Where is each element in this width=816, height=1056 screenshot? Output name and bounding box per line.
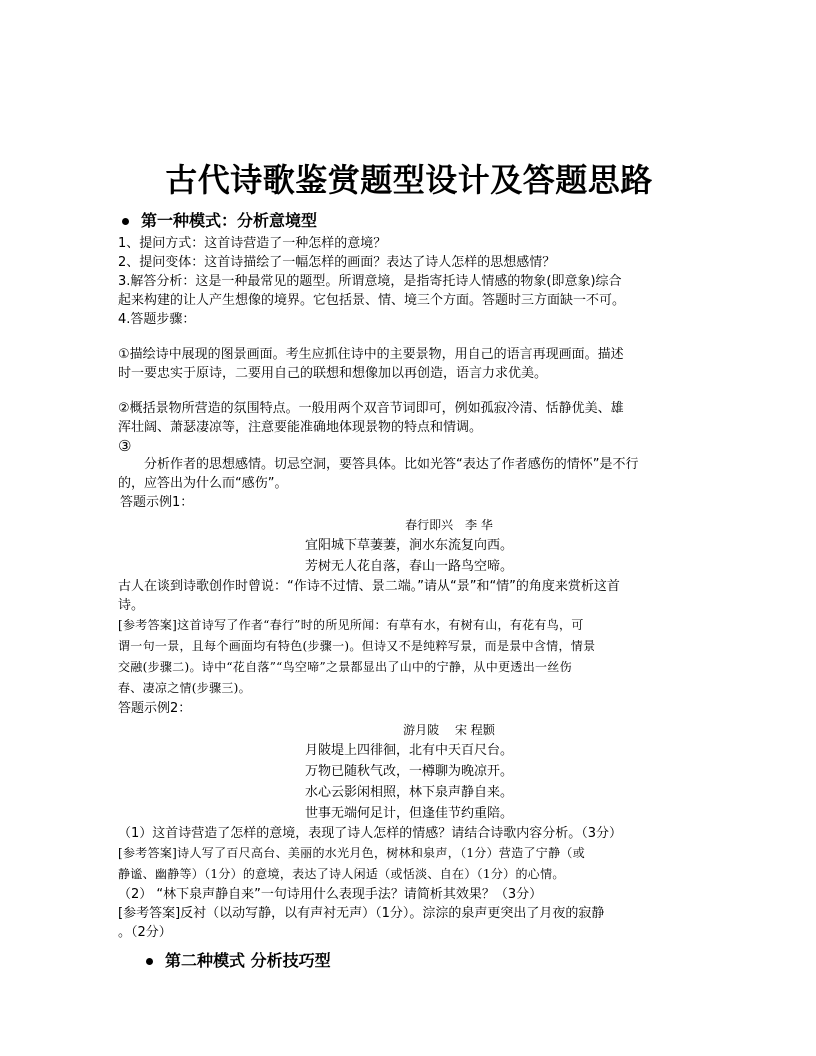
section2-heading [146, 950, 700, 972]
bullet-icon [122, 218, 129, 225]
step1-line-2: 时一要忠实于原诗，二要用自己的联想和想像加以再创造，语言力求优美。 [118, 366, 548, 381]
poem2-line: 月陂堤上四徘徊，北有中天百尺台。 [304, 743, 513, 758]
example2-label: 答题示例2： [118, 701, 192, 716]
example2-question-2: （2） “林下泉声静自来”一句诗用什么表现手法？请简析其效果？（3分） [118, 887, 543, 902]
example1-answer-line-2: 谓一句一景，且每个画面均有特色(步骤一)。但诗又不是纯粹写景，而是景中含情，情景 [118, 639, 596, 653]
question-method: 1、提问方式：这首诗营造了一种怎样的意境？ [118, 236, 387, 251]
example2-answer-1-line-2: 静谧、幽静等）（1分）的意境，表达了诗人闲适（或恬淡、自在）（1分）的心情。 [118, 867, 565, 881]
example1-question-line-1: 古人在谈到诗歌创作时曾说：“作诗不过情、景二端。”请从“景”和“情”的角度来赏析这首 [118, 579, 620, 594]
step3-line-2: 的，应答出为什么而“感伤”。 [118, 476, 288, 491]
analysis-line-1: 3.解答分析：这是一种最常见的题型。所谓意境，是指寄托诗人情感的物象(即意象)综合 [118, 274, 622, 289]
example1-answer-line-4: 春、凄凉之情(步骤三)。 [118, 681, 251, 695]
step2-line-2: 浑壮阔、萧瑟凄凉等，注意要能准确地体现景物的特点和情调。 [118, 420, 483, 435]
poem2-line: 万物已随秋气改，一樽聊为晚凉开。 [304, 764, 513, 779]
bullet-icon [146, 958, 153, 965]
example2-question-1: （1）这首诗营造了怎样的意境，表现了诗人怎样的情感？请结合诗歌内容分析。（3分） [118, 826, 623, 841]
section2-heading-text: 第二种模式 分析技巧型 [165, 951, 331, 970]
page-title: 古代诗歌鉴赏题型设计及答题思路 [165, 161, 653, 199]
question-variant: 2、提问变体：这首诗描绘了一幅怎样的画面？表达了诗人怎样的思想感情？ [118, 255, 556, 270]
example2-answer-2-line-1: [参考答案]反衬（以动写静，以有声衬无声）（1分）。淙淙的泉声更突出了月夜的寂静 [118, 906, 605, 921]
step3-marker: ③ [118, 437, 132, 455]
example1-answer-line-3: 交融(步骤二)。诗中“花自落”“鸟空啼”之景都显出了山中的宁静，从中更透出一丝伤 [118, 660, 572, 674]
example1-label: 答题示例1： [120, 495, 194, 510]
poem1-line: 宜阳城下草萋萋，涧水东流复向西。 [304, 538, 513, 553]
step1-line-1: ①描绘诗中展现的图景画面。考生应抓住诗中的主要景物，用自己的语言再现画面。描述 [118, 347, 624, 362]
poem1-title: 春行即兴 李 华 [405, 518, 493, 532]
section1-heading [122, 210, 700, 232]
example2-answer-2-line-2: 。（2分） [118, 925, 172, 940]
document-content [118, 160, 700, 974]
example2-answer-1-line-1: [参考答案]诗人写了百尺高台、美丽的水光月色，树林和泉声，（1分）营造了宁静（或 [118, 846, 586, 860]
spacer [118, 329, 700, 345]
spacer [118, 383, 700, 399]
analysis-line-2: 起来构建的让人产生想像的境界。它包括景、情、境三个方面。答题时三方面缺一不可。 [118, 293, 626, 308]
poem2-title: 游月陂 宋 程颢 [403, 723, 495, 737]
poem2-line: 水心云影闲相照，林下泉声静自来。 [304, 785, 513, 800]
example1-answer-line-1: [参考答案]这首诗写了作者“春行”时的所见所闻：有草有水，有树有山，有花有鸟，可 [118, 618, 584, 632]
poem1-line: 芳树无人花自落，春山一路鸟空啼。 [304, 559, 513, 574]
section1-heading-text: 第一种模式：分析意境型 [141, 211, 318, 230]
step3-line-1: 分析作者的思想感情。切忌空洞，要答具体。比如光答“表达了作者感伤的情怀”是不行 [144, 457, 639, 472]
poem2-line: 世事无端何足计，但逢佳节约重陪。 [304, 806, 513, 821]
step2-line-1: ②概括景物所营造的氛围特点。一般用两个双音节词即可，例如孤寂冷清、恬静优美、雄 [118, 401, 624, 416]
steps-label: 4.答题步骤： [118, 312, 196, 327]
example1-question-line-2: 诗。 [118, 598, 145, 613]
